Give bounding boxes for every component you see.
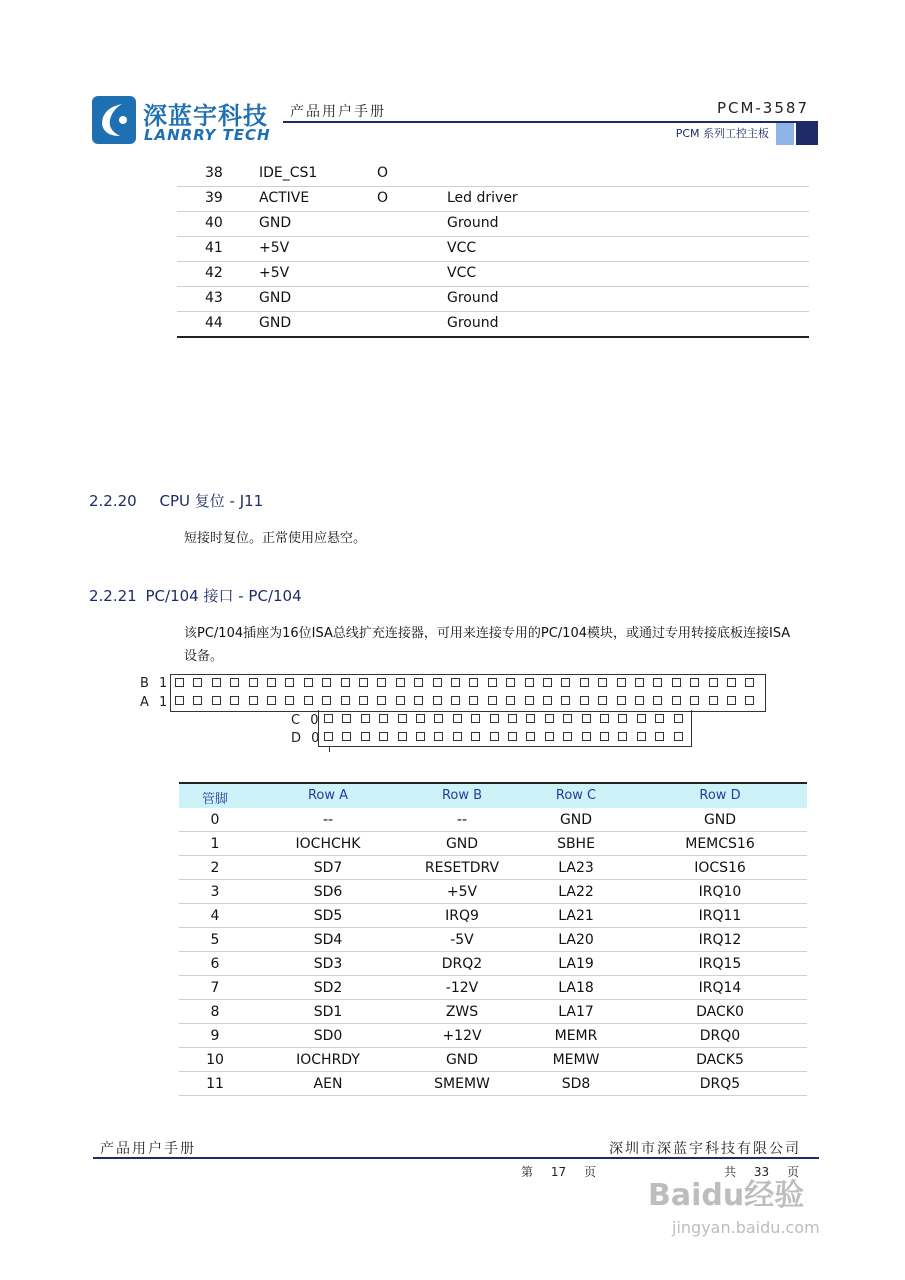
cell-row-b: SMEMW <box>434 1076 490 1092</box>
connector-pin <box>543 678 552 687</box>
logo-chinese-name: 深蓝宇科技 <box>143 102 268 130</box>
cell-pin: 11 <box>206 1076 224 1092</box>
connector-pin <box>359 696 368 705</box>
cell-pin: 4 <box>210 908 220 924</box>
connector-pin <box>324 714 333 723</box>
connector-pin <box>396 696 405 705</box>
connector-pin <box>451 678 460 687</box>
cell-row-c: LA17 <box>558 1004 594 1020</box>
cell-row-d: MEMCS16 <box>685 836 755 852</box>
pin-description: Ground <box>447 290 499 306</box>
cell-pin: 5 <box>210 932 220 948</box>
connector-pin <box>635 678 644 687</box>
section-title: PC/104 接口 - PC/104 <box>145 587 302 605</box>
connector-pin <box>709 696 718 705</box>
cell-row-b: IRQ9 <box>445 908 479 924</box>
pin-signal: ACTIVE <box>259 190 310 206</box>
table-row <box>179 1024 807 1048</box>
connector-pin <box>398 714 407 723</box>
connector-pin <box>690 696 699 705</box>
cell-pin: 7 <box>210 980 220 996</box>
pin-number: 38 <box>205 165 223 181</box>
table-row <box>179 1072 807 1096</box>
connector-pin <box>416 732 425 741</box>
pin-description: VCC <box>447 265 477 281</box>
connector-pin <box>488 678 497 687</box>
cell-row-d: IRQ12 <box>698 932 742 948</box>
cell-row-d: IOCS16 <box>694 860 746 876</box>
connector-pin <box>690 678 699 687</box>
connector-pin <box>543 696 552 705</box>
connector-pin <box>451 696 460 705</box>
connector-pin <box>304 696 313 705</box>
connector-pin <box>563 732 572 741</box>
connector-pin <box>175 696 184 705</box>
connector-pin <box>267 678 276 687</box>
cpu-reset-description: 短接时复位。正常使用应悬空。 <box>184 531 367 546</box>
connector-pin <box>598 678 607 687</box>
connector-pin <box>600 714 609 723</box>
connector-pin <box>469 696 478 705</box>
footer-rule <box>93 1157 819 1159</box>
total-suffix: 页 <box>786 1165 799 1179</box>
cell-row-a: SD4 <box>313 932 343 948</box>
connector-pin <box>453 732 462 741</box>
connector-pin <box>414 696 423 705</box>
connector-pin <box>506 678 515 687</box>
cell-row-c: LA21 <box>558 908 594 924</box>
table-row <box>177 287 809 312</box>
connector-pin <box>175 678 184 687</box>
cell-row-b: ZWS <box>445 1004 479 1020</box>
connector-pin <box>508 732 517 741</box>
cell-row-c: LA20 <box>558 932 594 948</box>
page-suffix: 页 <box>583 1165 596 1179</box>
pin-number: 44 <box>205 315 223 331</box>
pc104-description-line2: 设备。 <box>184 649 224 664</box>
section-number: 2.2.20 <box>89 492 137 510</box>
cell-row-b: GND <box>445 1052 479 1068</box>
pin-signal: +5V <box>259 240 290 256</box>
connector-pin <box>379 732 388 741</box>
pin-signal: +5V <box>259 265 290 281</box>
connector-pin <box>490 714 499 723</box>
cell-pin: 9 <box>210 1028 220 1044</box>
connector-pin <box>471 714 480 723</box>
cell-row-d: IRQ10 <box>698 884 742 900</box>
cell-row-a: -- <box>322 812 334 828</box>
connector-pin <box>745 678 754 687</box>
cell-row-a: SD3 <box>313 956 343 972</box>
cell-pin: 1 <box>210 836 220 852</box>
connector-pin <box>322 696 331 705</box>
cell-row-d: DRQ0 <box>699 1028 741 1044</box>
pin-direction: O <box>377 165 389 181</box>
cell-row-a: SD7 <box>313 860 343 876</box>
connector-pin <box>471 732 480 741</box>
cell-row-d: IRQ11 <box>698 908 742 924</box>
connector-pin <box>674 732 683 741</box>
table-row <box>179 880 807 904</box>
connector-pin <box>617 696 626 705</box>
connector-pin <box>582 732 591 741</box>
total-pages: 33 <box>753 1165 770 1179</box>
connector-pin <box>618 732 627 741</box>
pin-number: 41 <box>205 240 223 256</box>
cell-row-a: SD2 <box>313 980 343 996</box>
cell-row-a: SD5 <box>313 908 343 924</box>
connector-pin <box>598 696 607 705</box>
connector-pin <box>212 678 221 687</box>
connector-pin <box>359 678 368 687</box>
connector-pin <box>563 714 572 723</box>
connector-pin <box>285 678 294 687</box>
connector-pin <box>674 714 683 723</box>
section-heading-pc104 <box>89 585 302 606</box>
cell-row-d: DACK0 <box>696 1004 744 1020</box>
connector-pin <box>377 678 386 687</box>
connector-pin <box>635 696 644 705</box>
pin-signal: IDE_CS1 <box>259 165 318 181</box>
table-row <box>179 1048 807 1072</box>
section-number: 2.2.21 <box>89 587 137 605</box>
table-row <box>179 832 807 856</box>
connector-pin <box>341 696 350 705</box>
connector-pin <box>212 696 221 705</box>
section-title: CPU 复位 - J11 <box>159 492 264 510</box>
table-row <box>179 976 807 1000</box>
footer-company: 深圳市深蓝宇科技有限公司 <box>609 1141 801 1157</box>
cell-row-a: IOCHRDY <box>296 1052 360 1068</box>
connector-pin <box>580 678 589 687</box>
connector-pin <box>341 678 350 687</box>
table-row <box>179 808 807 832</box>
cell-row-c: SD8 <box>561 1076 591 1092</box>
connector-pin <box>561 678 570 687</box>
connector-pin <box>727 678 736 687</box>
connector-pin <box>525 696 534 705</box>
connector-pin <box>617 678 626 687</box>
page-prefix: 第 <box>521 1165 534 1179</box>
footer-page-number <box>521 1163 596 1180</box>
header-row-b: Row B <box>441 788 483 803</box>
connector-pin <box>398 732 407 741</box>
cell-row-b: -5V <box>450 932 474 948</box>
connector-pin <box>434 714 443 723</box>
cell-row-d: IRQ15 <box>698 956 742 972</box>
table-row <box>179 1000 807 1024</box>
table-row <box>177 237 809 262</box>
connector-pin <box>433 696 442 705</box>
connector-pin <box>561 696 570 705</box>
connector-pin <box>637 732 646 741</box>
connector-pin <box>637 714 646 723</box>
pin-number: 43 <box>205 290 223 306</box>
connector-pin <box>545 714 554 723</box>
table-row <box>179 856 807 880</box>
pin-description: Ground <box>447 315 499 331</box>
pin-number: 42 <box>205 265 223 281</box>
cell-row-b: GND <box>445 836 479 852</box>
cell-row-c: MEMR <box>554 1028 598 1044</box>
pin-signal: GND <box>259 290 292 306</box>
connector-pin <box>709 678 718 687</box>
connector-pin <box>469 678 478 687</box>
connector-pin <box>580 696 589 705</box>
pin-table-continued <box>177 162 809 338</box>
connector-pin <box>653 696 662 705</box>
connector-pin <box>267 696 276 705</box>
connector-pin <box>342 714 351 723</box>
cell-pin: 10 <box>206 1052 224 1068</box>
cell-pin: 8 <box>210 1004 220 1020</box>
cell-row-d: IRQ14 <box>698 980 742 996</box>
pin-signal: GND <box>259 215 292 231</box>
connector-pin <box>249 696 258 705</box>
cell-row-b: RESETDRV <box>424 860 500 876</box>
header-manual-title: 产品用户手册 <box>290 104 386 120</box>
pin-description: VCC <box>447 240 477 256</box>
connector-pin <box>488 696 497 705</box>
cell-row-c: GND <box>559 812 593 828</box>
cell-row-d: GND <box>703 812 737 828</box>
cell-row-c: LA22 <box>558 884 594 900</box>
connector-pin <box>434 732 443 741</box>
connector-pin <box>361 732 370 741</box>
pin-description: Led driver <box>447 190 518 206</box>
pin-description: Ground <box>447 215 499 231</box>
cell-row-d: DACK5 <box>696 1052 744 1068</box>
cell-row-b: DRQ2 <box>441 956 483 972</box>
connector-pin <box>416 714 425 723</box>
connector-pin <box>545 732 554 741</box>
table-row <box>177 312 809 338</box>
cell-row-c: SBHE <box>557 836 595 852</box>
baidu-watermark: Baidu经验 <box>648 1178 805 1213</box>
connector-pin <box>526 714 535 723</box>
cell-row-b: -- <box>456 812 468 828</box>
connector-pin <box>672 696 681 705</box>
header-accent-dark <box>796 123 818 145</box>
connector-pin <box>672 678 681 687</box>
header-accent-light <box>776 123 794 145</box>
table-row <box>179 952 807 976</box>
table-row <box>179 928 807 952</box>
connector-pin <box>285 696 294 705</box>
connector-pin <box>193 696 202 705</box>
table-header <box>179 784 807 808</box>
connector-pin <box>653 678 662 687</box>
pin-number: 40 <box>205 215 223 231</box>
connector-pin <box>361 714 370 723</box>
connector-pin <box>230 696 239 705</box>
cell-row-b: -12V <box>445 980 479 996</box>
connector-pin <box>600 732 609 741</box>
connector-tick <box>329 747 330 752</box>
table-row <box>177 162 809 187</box>
connector-pin <box>745 696 754 705</box>
connector-pin <box>379 714 388 723</box>
cell-row-c: LA19 <box>558 956 594 972</box>
connector-pin <box>396 678 405 687</box>
cell-pin: 0 <box>210 812 220 828</box>
pin-direction: O <box>377 190 389 206</box>
header-rule <box>283 121 818 123</box>
cell-row-a: SD0 <box>313 1028 343 1044</box>
pin-number: 39 <box>205 190 223 206</box>
footer-manual-title: 产品用户手册 <box>100 1141 196 1157</box>
header-row-c: Row C <box>555 788 597 803</box>
cell-row-a: SD1 <box>313 1004 343 1020</box>
connector-pin <box>377 696 386 705</box>
connector-pin <box>324 732 333 741</box>
cell-row-a: IOCHCHK <box>295 836 361 852</box>
company-logo-icon <box>92 96 136 144</box>
connector-pin <box>230 678 239 687</box>
connector-pin <box>618 714 627 723</box>
cell-pin: 6 <box>210 956 220 972</box>
header-model: PCM-3587 <box>716 99 809 117</box>
connector-pin <box>582 714 591 723</box>
connector-row-label-a1: A 1 <box>140 695 171 710</box>
connector-pin <box>490 732 499 741</box>
connector-pin <box>433 678 442 687</box>
cell-row-a: SD6 <box>313 884 343 900</box>
table-row <box>177 187 809 212</box>
baidu-watermark-url: jingyan.baidu.com <box>672 1218 820 1237</box>
cell-pin: 3 <box>210 884 220 900</box>
cell-row-a: AEN <box>313 1076 343 1092</box>
connector-pin <box>342 732 351 741</box>
connector-row-label-b1: B 1 <box>140 676 171 691</box>
connector-pin <box>322 678 331 687</box>
connector-pin <box>526 732 535 741</box>
connector-row-label-d0: D 0 <box>291 731 323 746</box>
cell-row-c: LA23 <box>558 860 594 876</box>
cell-row-d: DRQ5 <box>699 1076 741 1092</box>
section-heading-cpu-reset <box>89 490 263 511</box>
cell-row-c: LA18 <box>558 980 594 996</box>
connector-pin <box>655 732 664 741</box>
connector-pin <box>508 714 517 723</box>
header-row-d: Row D <box>699 788 741 803</box>
connector-pin <box>727 696 736 705</box>
pc104-description-line1: 该PC/104插座为16位ISA总线扩充连接器，可用来连接专用的PC/104模块，或通过专用转接底板连接ISA <box>184 626 791 641</box>
connector-pin <box>453 714 462 723</box>
cell-row-b: +12V <box>442 1028 482 1044</box>
pc104-pin-table <box>179 782 807 1096</box>
header-series: PCM 系列工控主板 <box>675 127 769 140</box>
header-pin: 管脚 <box>201 792 229 807</box>
table-row <box>177 262 809 287</box>
connector-pin <box>655 714 664 723</box>
connector-row-label-c0: C 0 <box>291 713 322 728</box>
table-row <box>179 904 807 928</box>
cell-row-b: +5V <box>446 884 478 900</box>
connector-pin <box>506 696 515 705</box>
connector-pin <box>193 678 202 687</box>
page-number: 17 <box>550 1165 567 1179</box>
connector-pin <box>414 678 423 687</box>
connector-pin <box>304 678 313 687</box>
connector-pin <box>525 678 534 687</box>
pin-signal: GND <box>259 315 292 331</box>
header-row-a: Row A <box>307 788 349 803</box>
table-row <box>177 212 809 237</box>
connector-pin <box>249 678 258 687</box>
total-prefix: 共 <box>724 1165 737 1179</box>
cell-row-c: MEMW <box>552 1052 600 1068</box>
cell-pin: 2 <box>210 860 220 876</box>
logo-english-name: LANRRY TECH <box>144 126 271 144</box>
